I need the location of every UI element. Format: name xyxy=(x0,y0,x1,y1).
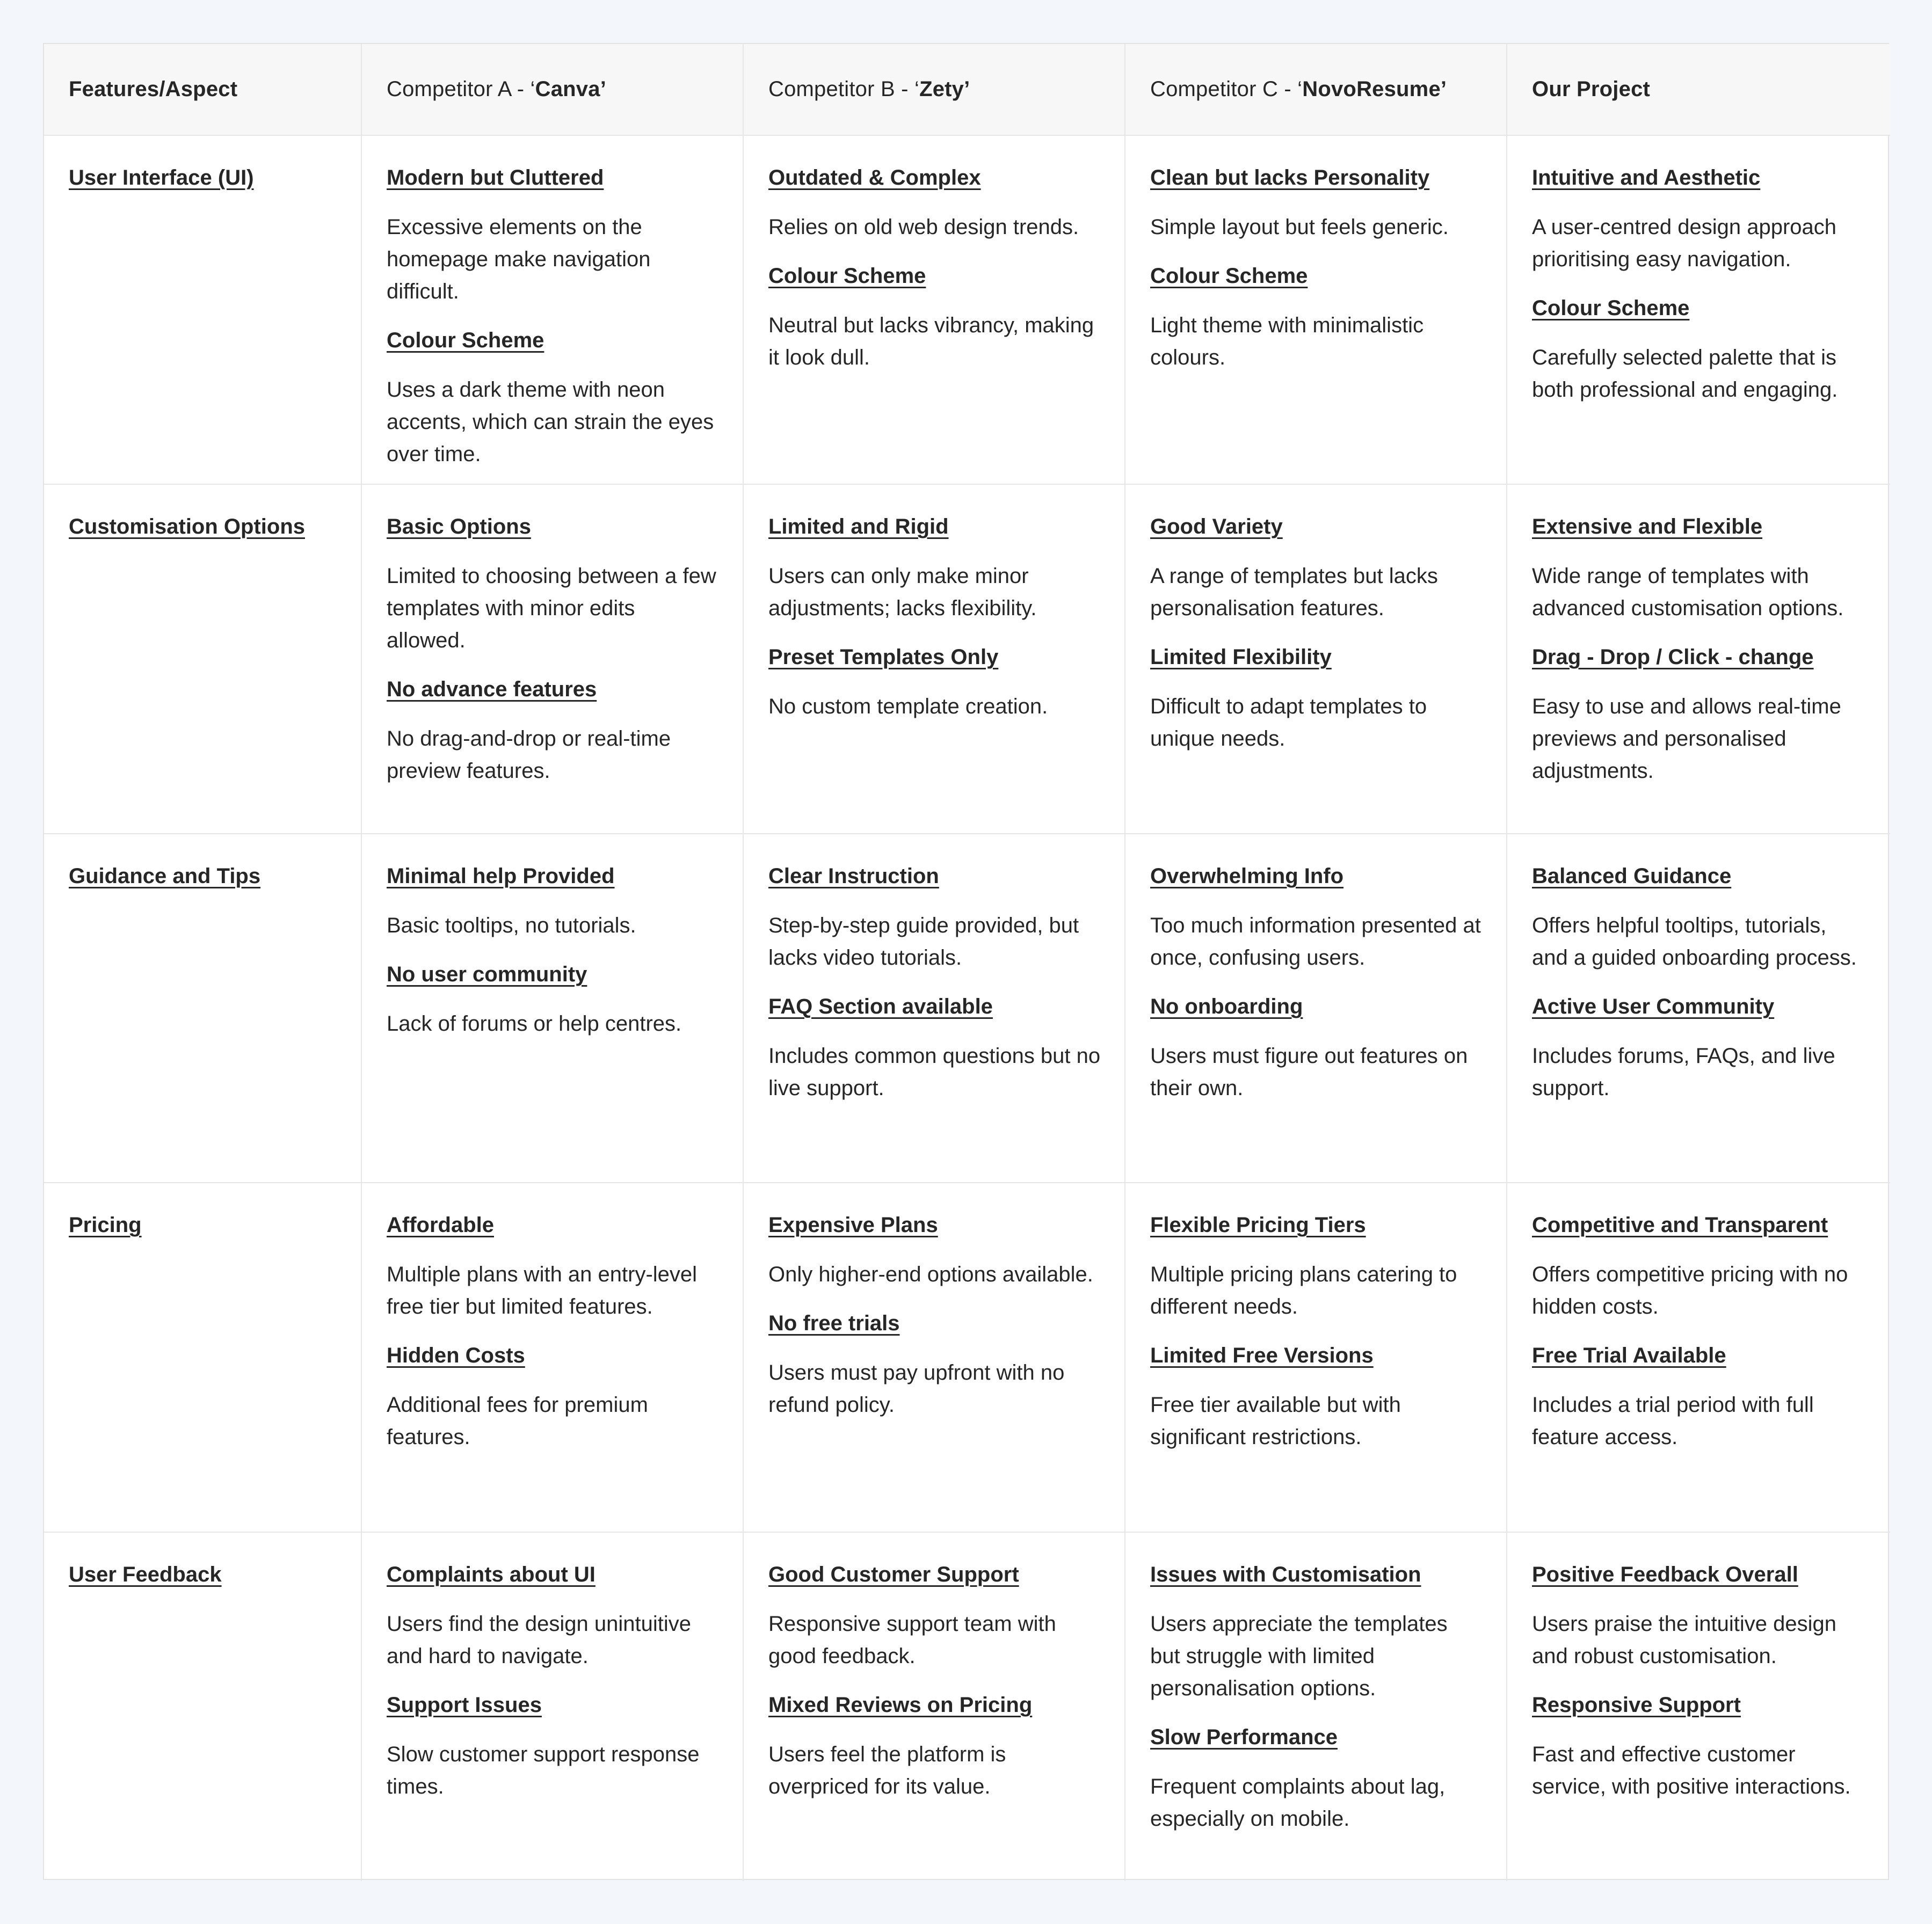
cell-description: Responsive support team with good feedback. xyxy=(768,1612,1056,1668)
table-cell xyxy=(744,136,1125,485)
cell-description: Light theme with minimalistic colours. xyxy=(1150,314,1424,369)
header-competitor-b xyxy=(744,44,1125,136)
cell-heading: Responsive Support xyxy=(1532,1693,1741,1717)
header-competitor-c-name: NovoResume’ xyxy=(1302,77,1447,101)
cell-description: Users appreciate the templates but struggle with limited personalisation options. xyxy=(1150,1612,1448,1700)
cell-description: Easy to use and allows real-time previews and personalised adjustments. xyxy=(1532,695,1841,783)
cell-heading: Mixed Reviews on Pricing xyxy=(768,1693,1033,1717)
table-cell xyxy=(362,485,744,834)
table-cell xyxy=(1125,485,1507,834)
row-label: User Feedback xyxy=(69,1563,222,1586)
header-features xyxy=(44,44,362,136)
cell-heading: Modern but Cluttered xyxy=(387,166,604,190)
cell-heading: FAQ Section available xyxy=(768,995,993,1018)
row-label: Guidance and Tips xyxy=(69,864,261,888)
row-label-cell xyxy=(44,1533,362,1881)
cell-heading: No user community xyxy=(387,963,587,986)
cell-heading: Basic Options xyxy=(387,515,531,538)
row-label: Customisation Options xyxy=(69,515,305,538)
cell-heading: Hidden Costs xyxy=(387,1344,525,1367)
header-our-project-label: Our Project xyxy=(1532,77,1651,101)
cell-description: Frequent complaints about lag, especially on mobile. xyxy=(1150,1775,1446,1831)
row-label: User Interface (UI) xyxy=(69,166,254,190)
cell-heading: No free trials xyxy=(768,1311,900,1335)
cell-description: Fast and effective customer service, with positive interactions. xyxy=(1532,1743,1851,1798)
cell-description: Limited to choosing between a few templates with minor edits allowed. xyxy=(387,564,716,652)
row-label-cell xyxy=(44,834,362,1183)
cell-heading: Balanced Guidance xyxy=(1532,864,1732,888)
cell-description: Users must pay upfront with no refund policy. xyxy=(768,1361,1065,1417)
cell-description: Users must figure out features on their own. xyxy=(1150,1044,1468,1100)
comparison-table xyxy=(43,43,1889,1880)
table-cell xyxy=(744,1533,1125,1881)
cell-description: No custom template creation. xyxy=(768,695,1048,718)
cell-description: Free tier available but with significant restrictions. xyxy=(1150,1393,1401,1449)
cell-description: Multiple plans with an entry-level free tier but limited features. xyxy=(387,1263,698,1318)
cell-description: Offers helpful tooltips, tutorials, and a guided onboarding process. xyxy=(1532,914,1857,970)
cell-description: Simple layout but feels generic. xyxy=(1150,215,1449,239)
cell-description: Excessive elements on the homepage make navigation difficult. xyxy=(387,215,651,303)
cell-description: Neutral but lacks vibrancy, making it look dull. xyxy=(768,314,1094,369)
cell-description: Lack of forums or help centres. xyxy=(387,1012,682,1036)
table-cell xyxy=(744,1183,1125,1533)
table-cell xyxy=(362,834,744,1183)
cell-heading: Positive Feedback Overall xyxy=(1532,1563,1798,1586)
cell-description: Additional fees for premium features. xyxy=(387,1393,648,1449)
cell-description: Includes forums, FAQs, and live support. xyxy=(1532,1044,1835,1100)
cell-heading: Colour Scheme xyxy=(1532,296,1690,320)
header-competitor-a-name: Canva’ xyxy=(535,77,607,101)
table-cell xyxy=(1507,136,1890,485)
header-competitor-c-prefix: Competitor C - ‘ xyxy=(1150,77,1303,101)
row-label-cell xyxy=(44,136,362,485)
cell-description: Users praise the intuitive design and robust customisation. xyxy=(1532,1612,1836,1668)
cell-heading: Extensive and Flexible xyxy=(1532,515,1763,538)
cell-heading: Issues with Customisation xyxy=(1150,1563,1421,1586)
table-cell xyxy=(362,1183,744,1533)
cell-heading: Preset Templates Only xyxy=(768,645,999,669)
table-cell xyxy=(362,1533,744,1881)
table-cell xyxy=(1125,136,1507,485)
cell-description: Includes a trial period with full feature access. xyxy=(1532,1393,1814,1449)
table-cell xyxy=(362,136,744,485)
table-cell xyxy=(1125,1533,1507,1881)
cell-heading: No onboarding xyxy=(1150,995,1303,1018)
cell-heading: Complaints about UI xyxy=(387,1563,595,1586)
header-competitor-b-name: Zety’ xyxy=(919,77,970,101)
cell-heading: Clear Instruction xyxy=(768,864,939,888)
table-cell xyxy=(1507,834,1890,1183)
row-label: Pricing xyxy=(69,1213,142,1237)
cell-description: Basic tooltips, no tutorials. xyxy=(387,914,636,937)
header-features-label: Features/Aspect xyxy=(69,77,238,101)
cell-heading: Expensive Plans xyxy=(768,1213,938,1237)
cell-heading: Affordable xyxy=(387,1213,494,1237)
table-cell xyxy=(1507,1533,1890,1881)
cell-heading: Clean but lacks Personality xyxy=(1150,166,1430,190)
table-cell xyxy=(1507,485,1890,834)
header-our-project xyxy=(1507,44,1890,136)
cell-description: Carefully selected palette that is both professional and engaging. xyxy=(1532,346,1838,402)
cell-heading: Flexible Pricing Tiers xyxy=(1150,1213,1366,1237)
cell-description: Relies on old web design trends. xyxy=(768,215,1079,239)
header-competitor-a-prefix: Competitor A - ‘ xyxy=(387,77,535,101)
cell-description: Step-by-step guide provided, but lacks video tutorials. xyxy=(768,914,1079,970)
cell-description: Multiple pricing plans catering to different needs. xyxy=(1150,1263,1457,1318)
cell-heading: Colour Scheme xyxy=(1150,264,1308,288)
table-cell xyxy=(744,834,1125,1183)
cell-heading: Good Customer Support xyxy=(768,1563,1019,1586)
cell-heading: Limited Flexibility xyxy=(1150,645,1332,669)
cell-heading: Colour Scheme xyxy=(387,329,544,352)
header-competitor-c xyxy=(1125,44,1507,136)
cell-description: Wide range of templates with advanced customisation options. xyxy=(1532,564,1844,620)
cell-description: Users can only make minor adjustments; lacks flexibility. xyxy=(768,564,1037,620)
cell-heading: Free Trial Available xyxy=(1532,1344,1726,1367)
cell-heading: Active User Community xyxy=(1532,995,1775,1018)
cell-description: Users find the design unintuitive and hard to navigate. xyxy=(387,1612,691,1668)
cell-heading: No advance features xyxy=(387,677,597,701)
cell-description: Offers competitive pricing with no hidden costs. xyxy=(1532,1263,1848,1318)
table-cell xyxy=(1125,1183,1507,1533)
cell-heading: Good Variety xyxy=(1150,515,1283,538)
row-label-cell xyxy=(44,485,362,834)
cell-description: A user-centred design approach prioritising easy navigation. xyxy=(1532,215,1837,271)
header-competitor-a xyxy=(362,44,744,136)
table-cell xyxy=(1125,834,1507,1183)
cell-description: Too much information presented at once, confusing users. xyxy=(1150,914,1481,970)
cell-heading: Limited Free Versions xyxy=(1150,1344,1374,1367)
table-cell xyxy=(744,485,1125,834)
cell-heading: Minimal help Provided xyxy=(387,864,615,888)
cell-description: A range of templates but lacks personalisation features. xyxy=(1150,564,1438,620)
cell-description: No drag-and-drop or real-time preview features. xyxy=(387,727,671,783)
cell-description: Users feel the platform is overpriced for its value. xyxy=(768,1743,1006,1798)
cell-heading: Support Issues xyxy=(387,1693,542,1717)
cell-description: Includes common questions but no live support. xyxy=(768,1044,1101,1100)
cell-heading: Slow Performance xyxy=(1150,1725,1338,1749)
header-competitor-b-prefix: Competitor B - ‘ xyxy=(768,77,920,101)
cell-description: Uses a dark theme with neon accents, which can strain the eyes over time. xyxy=(387,378,714,466)
cell-heading: Competitive and Transparent xyxy=(1532,1213,1828,1237)
cell-heading: Drag - Drop / Click - change xyxy=(1532,645,1814,669)
cell-heading: Outdated & Complex xyxy=(768,166,981,190)
row-label-cell xyxy=(44,1183,362,1533)
cell-heading: Limited and Rigid xyxy=(768,515,949,538)
cell-description: Slow customer support response times. xyxy=(387,1743,700,1798)
table-cell xyxy=(1507,1183,1890,1533)
cell-description: Difficult to adapt templates to unique needs. xyxy=(1150,695,1427,750)
cell-heading: Intuitive and Aesthetic xyxy=(1532,166,1761,190)
cell-description: Only higher-end options available. xyxy=(768,1263,1093,1286)
cell-heading: Colour Scheme xyxy=(768,264,926,288)
cell-heading: Overwhelming Info xyxy=(1150,864,1344,888)
